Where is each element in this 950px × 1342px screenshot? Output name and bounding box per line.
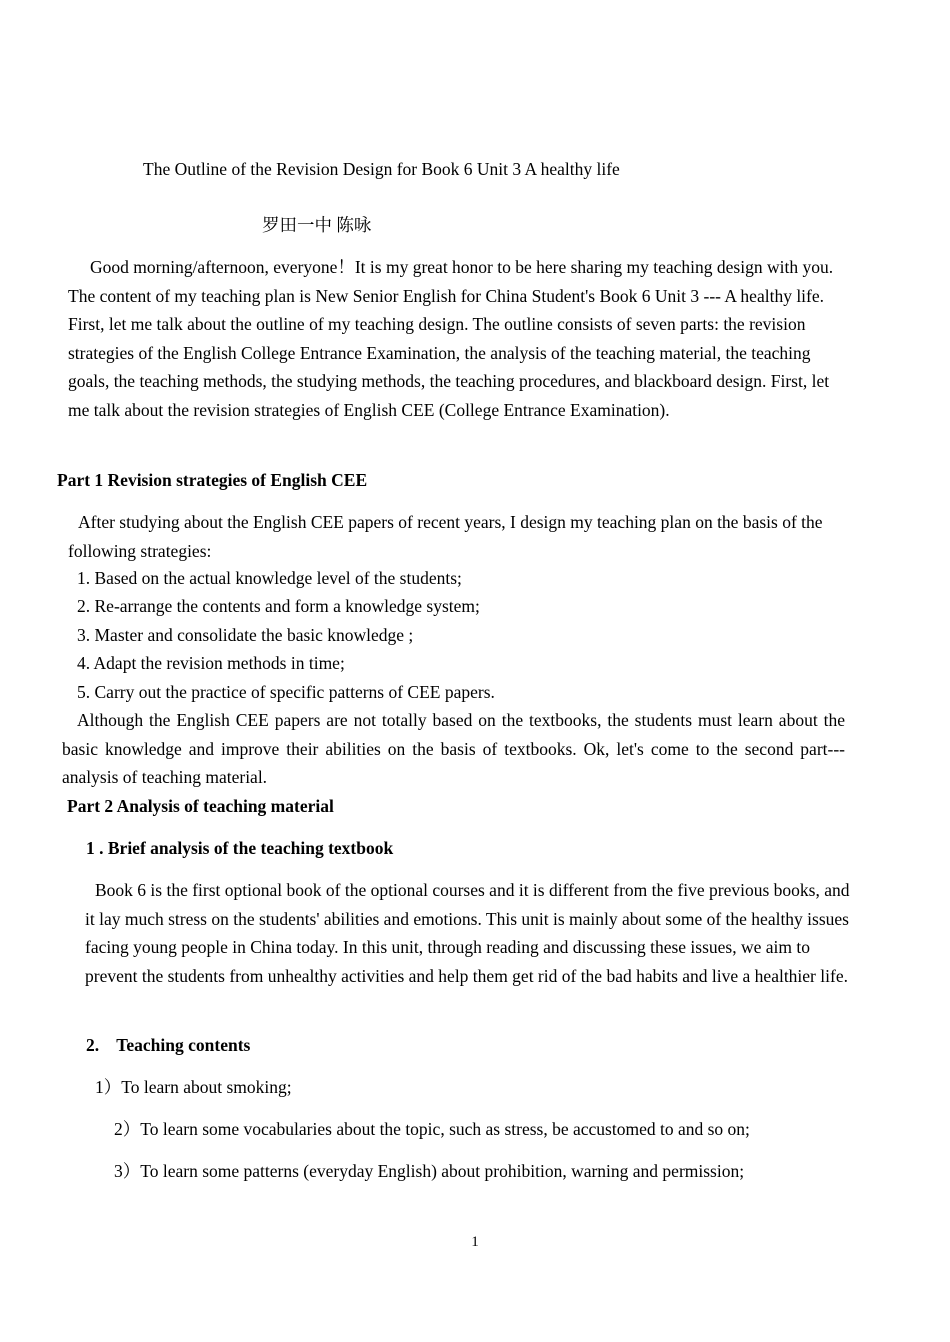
textbook-analysis-paragraph: Book 6 is the first optional book of the optional courses and it is different from the five previous books, and it lay much stress on the students' abilities and emotions. This unit is mainly about some of the healthy issues facing young people in China today. In this unit, through reading and discussing these issues, we aim to prevent the students from unhealthy activities and help them get rid of the bad habits and live a healthier life.	[85, 880, 850, 986]
strategy-item: 3. Master and consolidate the basic knowledge ;	[77, 625, 414, 645]
part1-lead-paragraph: After studying about the English CEE papers of recent years, I design my teaching plan on the basis of the following strategies:	[68, 512, 823, 561]
strategy-item: 4. Adapt the revision methods in time;	[77, 653, 345, 673]
document-title: The Outline of the Revision Design for Book 6 Unit 3 A healthy life	[143, 159, 620, 179]
part1-heading: Part 1 Revision strategies of English CEE	[57, 470, 368, 490]
part2-heading: Part 2 Analysis of teaching material	[67, 796, 334, 816]
part2-subheading-contents: 2. Teaching contents	[86, 1035, 251, 1055]
author-line: 罗田一中 陈咏	[262, 215, 372, 235]
strategy-item: 5. Carry out the practice of specific patterns of CEE papers.	[77, 682, 495, 702]
page-number: 1	[471, 1234, 479, 1250]
content-item: 1）To learn about smoking;	[95, 1077, 292, 1097]
strategy-item: 2. Re-arrange the contents and form a knowledge system;	[77, 596, 480, 616]
content-item: 2）To learn some vocabularies about the topic, such as stress, be accustomed to and so on;	[114, 1119, 750, 1139]
part2-subheading-textbook: 1 . Brief analysis of the teaching textbook	[86, 838, 394, 858]
strategy-item: 1. Based on the actual knowledge level of the students;	[77, 568, 462, 588]
part1-closing-paragraph: Although the English CEE papers are not totally based on the textbooks, the students must learn about the basic knowledge and improve their abilities on the basis of textbooks. Ok, let's come to the second part--- analysis of teaching material.	[62, 710, 845, 787]
intro-paragraph: Good morning/afternoon, everyone！It is my great honor to be here sharing my teaching design with you. The content of my teaching plan is New Senior English for China Student's Book 6 Unit 3 --- A healthy life. First, let me talk about the outline of my teaching design. The outline consists of seven parts: the revision strategies of the English College Entrance Examination, the analysis of the teaching material, the teaching goals, the teaching methods, the studying methods, the teaching procedures, and blackboard design. First, let me talk about the revision strategies of English CEE (College Entrance Examination).	[68, 257, 834, 420]
content-item: 3）To learn some patterns (everyday English) about prohibition, warning and permission;	[114, 1161, 745, 1181]
